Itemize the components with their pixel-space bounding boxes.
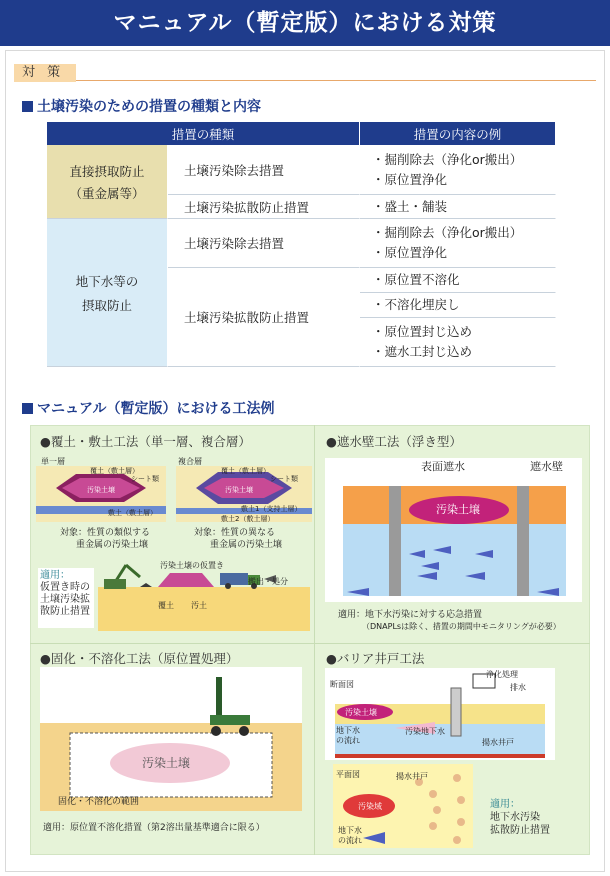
panel3-title: ●固化・不溶化工法（原位置処理） <box>40 651 239 666</box>
table-cell-measure: 土壌汚染拡散防止措置 <box>168 268 360 367</box>
sheet-label: シート類 <box>131 475 159 483</box>
polluted-soil-label: 汚染土壌 <box>142 756 191 770</box>
table-header-type: 措置の種類 <box>47 122 360 145</box>
base-label: 敷土（敷土層） <box>108 509 157 517</box>
cutoff-wall-diagram <box>325 458 582 602</box>
table-cell-content: ・盛土・舗装 <box>360 195 556 219</box>
single-layer-label: 単一層 <box>41 457 65 466</box>
category-groundwater: 地下水等の 摂取防止 <box>47 219 168 367</box>
table-cell-content: ・原位置封じ込め ・遮水工封じ込め <box>360 318 556 367</box>
gw-flow-line2: の流れ <box>336 736 360 745</box>
base3-label: 敷土2（敷土層） <box>221 515 275 523</box>
solidification-diagram <box>40 667 302 811</box>
target2-line2: 重金属の汚染土壌 <box>210 540 283 550</box>
multi-layer-label: 複合層 <box>178 457 202 466</box>
target1-line2: 重金属の汚染土壌 <box>76 540 149 550</box>
panel2-title: ●遮水壁工法（浮き型） <box>326 434 462 449</box>
polluted-soil-label: 汚染土壌 <box>345 708 377 717</box>
cover-label: 覆土（敷土層） <box>90 467 139 475</box>
polluted-label: 汚土 <box>191 601 207 610</box>
target2-line1: 対象：性質の異なる <box>194 528 276 538</box>
polluted-soil-label: 汚染土壌 <box>87 486 115 494</box>
category-direct-intake: 直接摂取防止 （重金属等） <box>47 145 168 219</box>
table-cell-content: ・原位置不溶化 <box>360 268 556 293</box>
section-divider <box>76 80 596 81</box>
square-bullet-icon <box>22 403 33 414</box>
base2-label: 敷土1（支持土層） <box>241 505 302 513</box>
table-cell-content: ・掘削除去（浄化or搬出） ・原位置浄化 <box>360 145 556 195</box>
table-cell-measure: 土壌汚染除去措置 <box>168 145 360 195</box>
stock-label: 汚染土壌の仮置き <box>160 561 224 570</box>
drain-label: 排水 <box>510 683 526 692</box>
polluted-soil-label: 汚染土壌 <box>436 503 480 516</box>
section2-heading: マニュアル（暫定版）における工法例 <box>22 398 274 418</box>
range-label: 固化・不溶化の範囲 <box>58 797 140 807</box>
well-label: 揚水井戸 <box>482 738 514 747</box>
panel3-apply: 適用：原位置不溶化措置（第2溶出量基準適合に限る） <box>43 823 265 833</box>
panel4-apply: 適用： 地下水汚染 拡散防止措置 <box>490 799 550 836</box>
section-tag: 対 策 <box>14 64 76 82</box>
table-cell-measure: 土壌汚染除去措置 <box>168 219 360 268</box>
plan-view-label: 平面図 <box>336 770 360 779</box>
table-cell-content: ・掘削除去（浄化or搬出） ・原位置浄化 <box>360 219 556 268</box>
panel-divider-vertical <box>314 425 315 855</box>
gw-flow-line1: 地下水 <box>336 726 360 735</box>
square-bullet-icon <box>22 101 33 112</box>
gw2-line1: 地下水 <box>338 826 362 835</box>
page-banner-title: マニュアル（暫定版）における対策 <box>0 0 610 46</box>
panel-divider-horizontal <box>30 643 590 644</box>
polluted2-label: 汚染域 <box>358 802 382 811</box>
dump-label: 搬出・処分 <box>248 577 288 586</box>
gw2-line2: の流れ <box>338 836 362 845</box>
section-view-label: 断面図 <box>330 680 354 689</box>
cutoff-wall-label: 遮水壁 <box>530 460 563 473</box>
apply-box: 適用： 仮置き時の 土壌汚染拡 散防止措置 <box>38 568 94 628</box>
table-cell-content: ・不溶化埋戻し <box>360 293 556 318</box>
table-cell-measure: 土壌汚染拡散防止措置 <box>168 195 360 219</box>
panel1-title: ●覆土・敷土工法（単一層、複合層） <box>40 434 251 449</box>
panel2-apply: 適用：地下水汚染に対する応急措置 <box>338 610 483 620</box>
table-header-content: 措置の内容の例 <box>360 122 556 145</box>
sheet2-label: シート類 <box>270 475 298 483</box>
cover-soil-label: 覆土 <box>158 601 174 610</box>
panel2-note: （DNAPLsは除く、措置の期間中モニタリングが必要） <box>362 622 561 631</box>
measures-table <box>47 122 556 367</box>
panel4-title: ●バリア井戸工法 <box>326 651 425 666</box>
surface-seal-label: 表面遮水 <box>421 460 465 473</box>
section1-heading: 土壌汚染のための措置の種類と内容 <box>22 96 261 116</box>
target1-line1: 対象：性質の類似する <box>60 528 151 538</box>
cover2-label: 覆土（敷土層） <box>221 467 270 475</box>
polluted-gw-label: 汚染地下水 <box>405 727 445 736</box>
polluted-soil2-label: 汚染土壌 <box>225 486 253 494</box>
pump-well-label: 揚水井戸 <box>396 772 428 781</box>
purify-label: 浄化処理 <box>486 670 518 679</box>
